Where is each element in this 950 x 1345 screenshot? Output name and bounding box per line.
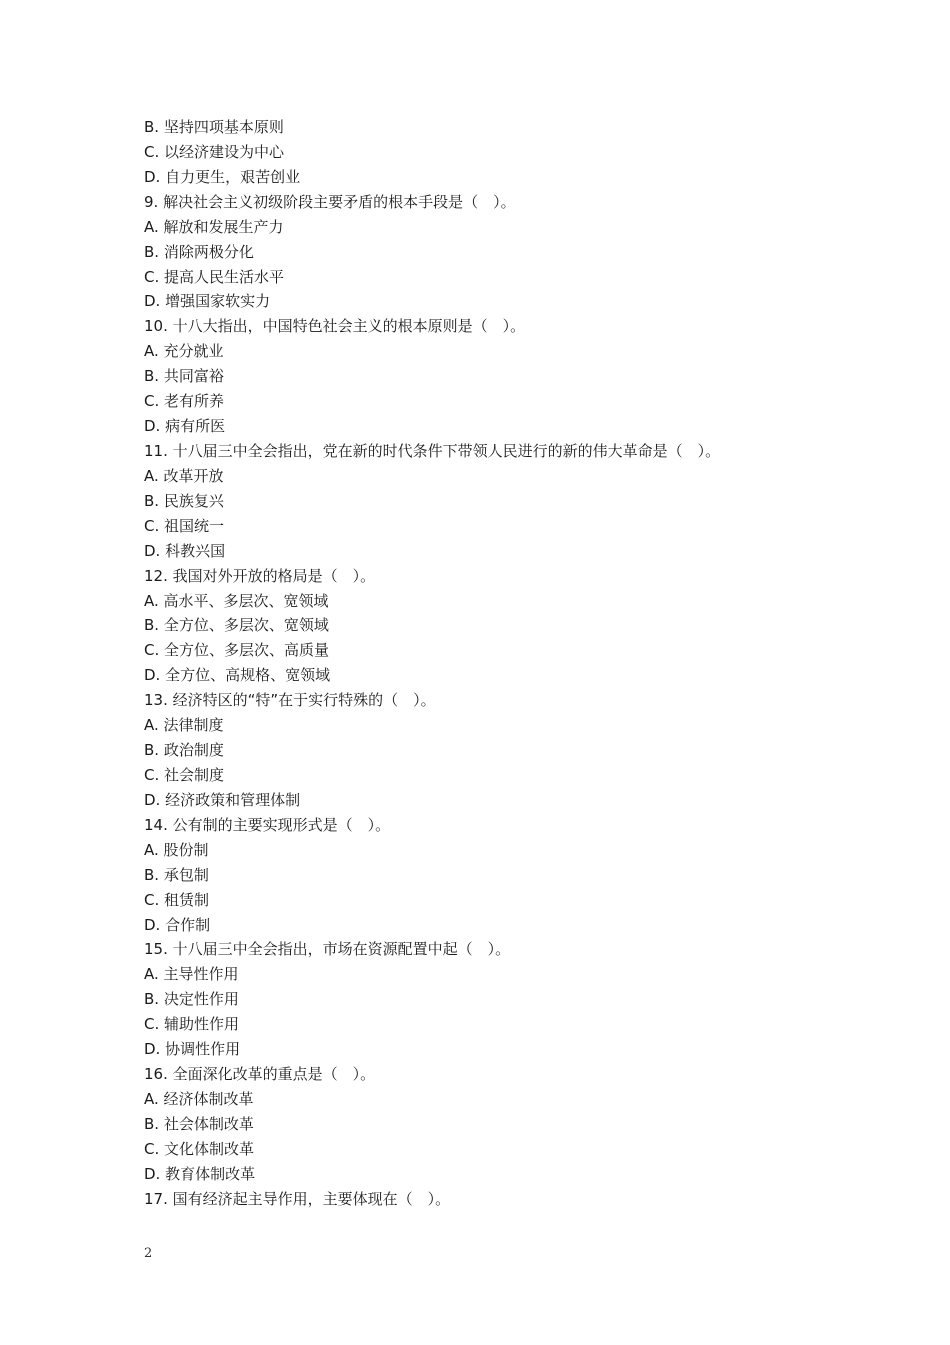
option-line: C. 全方位、多层次、高质量 — [144, 641, 330, 660]
question-17: 17. 国有经济起主导作用，主要体现在（ ）。 — [144, 1189, 451, 1208]
option-line: A. 经济体制改革 — [144, 1089, 254, 1108]
option-line: A. 法律制度 — [144, 716, 224, 735]
question-14: 14. 公有制的主要实现形式是（ ）。 — [144, 815, 391, 834]
option-line: C. 祖国统一 — [144, 516, 225, 535]
option-line: D. 经济政策和管理体制 — [144, 790, 301, 809]
option-line: A. 股份制 — [144, 840, 209, 859]
option-line: D. 全方位、高规格、宽领域 — [144, 666, 331, 685]
option-line: A. 主导性作用 — [144, 965, 239, 984]
document-body — [144, 115, 864, 1212]
question-13: 13. 经济特区的“特”在于实行特殊的（ ）。 — [144, 691, 436, 710]
option-line: B. 承包制 — [144, 865, 209, 884]
option-line: C. 社会制度 — [144, 765, 225, 784]
option-line: B. 共同富裕 — [144, 367, 224, 386]
option-line: B. 全方位、多层次、宽领域 — [144, 616, 329, 635]
option-line: B. 政治制度 — [144, 741, 224, 760]
option-line: C. 提高人民生活水平 — [144, 267, 285, 286]
option-line: B. 民族复兴 — [144, 491, 224, 510]
option-line: A. 解放和发展生产力 — [144, 217, 284, 236]
option-line: B. 社会体制改革 — [144, 1114, 254, 1133]
option-line: C. 以经济建设为中心 — [144, 142, 285, 161]
question-11: 11. 十八届三中全会指出，党在新的时代条件下带领人民进行的新的伟大革命是（ ）。 — [144, 441, 721, 460]
option-line: B. 决定性作用 — [144, 990, 239, 1009]
option-line: C. 老有所养 — [144, 392, 225, 411]
option-line: C. 辅助性作用 — [144, 1015, 240, 1034]
option-line: D. 自力更生，艰苦创业 — [144, 167, 301, 186]
option-line: D. 科教兴国 — [144, 541, 226, 560]
option-line: C. 文化体制改革 — [144, 1139, 255, 1158]
option-line: D. 增强国家软实力 — [144, 292, 271, 311]
question-12: 12. 我国对外开放的格局是（ ）。 — [144, 566, 376, 585]
option-line: C. 租赁制 — [144, 890, 210, 909]
question-9: 9. 解决社会主义初级阶段主要矛盾的根本手段是（ ）。 — [144, 192, 516, 211]
option-line: B. 消除两极分化 — [144, 242, 254, 261]
question-15: 15. 十八届三中全会指出，市场在资源配置中起（ ）。 — [144, 940, 511, 959]
option-line: D. 病有所医 — [144, 417, 226, 436]
option-line: A. 充分就业 — [144, 342, 224, 361]
option-line: D. 协调性作用 — [144, 1040, 241, 1059]
option-line: A. 改革开放 — [144, 466, 224, 485]
option-line: D. 教育体制改革 — [144, 1164, 256, 1183]
option-line: A. 高水平、多层次、宽领域 — [144, 591, 329, 610]
page-number: 2 — [144, 1246, 153, 1261]
question-16: 16. 全面深化改革的重点是（ ）。 — [144, 1065, 376, 1084]
question-10: 10. 十八大指出，中国特色社会主义的根本原则是（ ）。 — [144, 317, 526, 336]
option-line: B. 坚持四项基本原则 — [144, 118, 284, 136]
option-line: D. 合作制 — [144, 915, 211, 934]
